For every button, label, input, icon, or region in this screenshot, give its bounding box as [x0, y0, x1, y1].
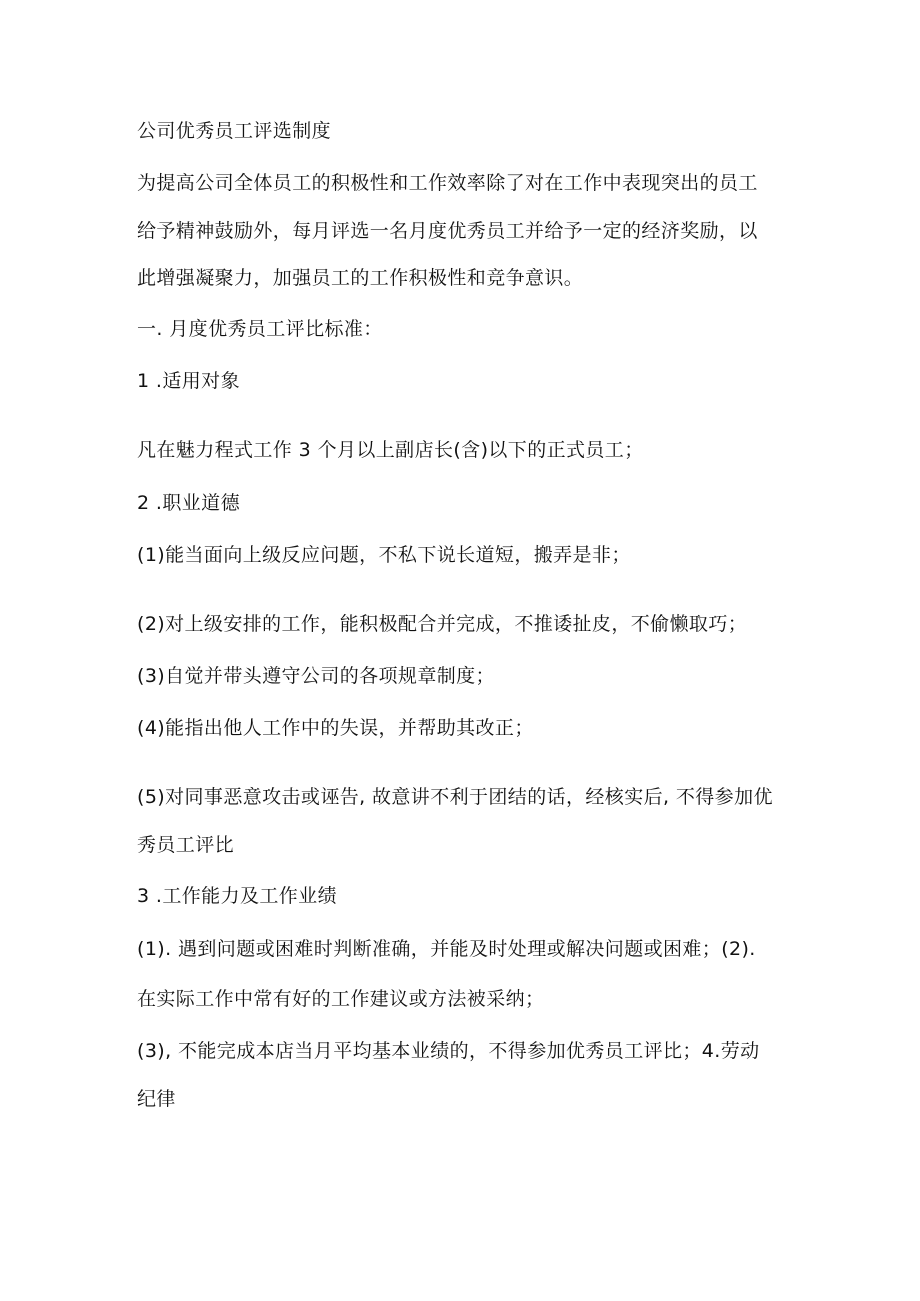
section-heading-1: 一. 月度优秀员工评比标准： — [137, 318, 383, 340]
list-item-ability-3-cont: 纪律 — [137, 1088, 176, 1110]
subsection-heading-3: 3 .工作能力及工作业绩 — [137, 885, 337, 907]
list-item-ethics-1: (1)能当面向上级反应问题，不私下说长道短，搬弄是非； — [137, 544, 631, 566]
intro-line-3: 此增强凝聚力，加强员工的工作积极性和竞争意识。 — [137, 267, 584, 289]
list-item-ability-1: (1). 遇到问题或困难时判断准确，并能及时处理或解决问题或困难；(2). — [137, 938, 756, 960]
list-item-ethics-5: (5)对同事恶意攻击或诬告, 故意讲不利于团结的话，经核实后, 不得参加优 — [137, 786, 773, 808]
subsection-heading-2: 2 .职业道德 — [137, 492, 240, 514]
subsection-heading-1: 1 .适用对象 — [137, 370, 240, 392]
list-item-ability-2: 在实际工作中常有好的工作建议或方法被采纳； — [137, 988, 545, 1010]
list-item-ability-3: (3), 不能完成本店当月平均基本业绩的，不得参加优秀员工评比；4.劳动 — [137, 1040, 760, 1062]
list-item-ethics-2: (2)对上级安排的工作，能积极配合并完成，不推诿扯皮，不偷懒取巧； — [137, 613, 748, 635]
list-item-ethics-4: (4)能指出他人工作中的失误，并帮助其改正； — [137, 717, 534, 739]
paragraph-line: 凡在魅力程式工作 3 个月以上副店长(含)以下的正式员工； — [137, 439, 644, 461]
document-title: 公司优秀员工评选制度 — [137, 120, 332, 142]
list-item-ethics-5-cont: 秀员工评比 — [137, 834, 235, 856]
intro-line-2: 给予精神鼓励外，每月评选一名月度优秀员工并给予一定的经济奖励，以 — [137, 220, 758, 242]
list-item-ethics-3: (3)自觉并带头遵守公司的各项规章制度； — [137, 665, 495, 687]
intro-line-1: 为提高公司全体员工的积极性和工作效率除了对在工作中表现突出的员工 — [137, 172, 758, 194]
